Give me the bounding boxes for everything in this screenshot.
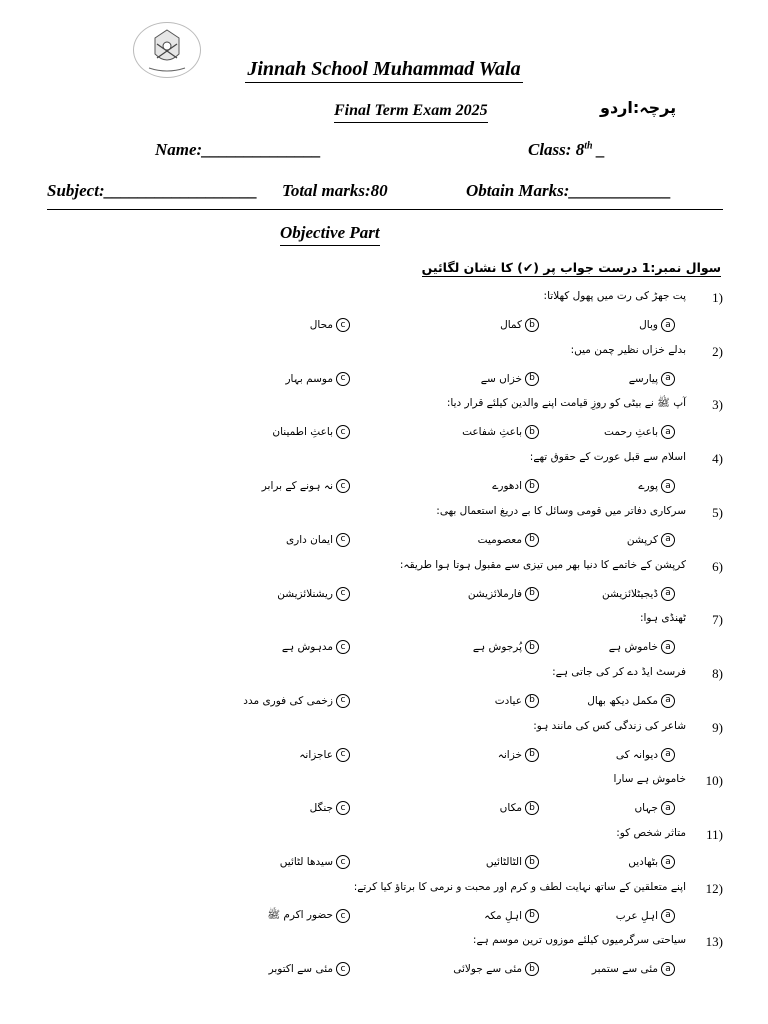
option-a [604, 425, 675, 439]
option-a-text: باعثِ رحمت [604, 426, 658, 439]
option-a-text: خاموش ہے [608, 641, 658, 654]
option-b-marker: b [525, 479, 539, 493]
option-a-marker: a [661, 425, 675, 439]
option-c-marker: c [336, 372, 350, 386]
option-a-text: پورے [638, 480, 658, 493]
option-c-marker: c [336, 479, 350, 493]
option-b [492, 479, 539, 493]
option-b-text: عیادت [494, 694, 522, 707]
option-c-marker: c [336, 909, 350, 923]
option-b-text: اہلِ مکہ [484, 909, 522, 922]
question-number: 10) [705, 773, 723, 789]
option-c [262, 479, 350, 493]
option-b-marker: b [525, 801, 539, 815]
option-c-text: عاجزانہ [299, 748, 333, 761]
option-c-marker: c [336, 640, 350, 654]
class-tail: _ [592, 140, 606, 159]
option-a-text: بٹھادیں [628, 856, 658, 868]
option-b-text: مکاں [499, 802, 522, 815]
option-b [473, 640, 539, 654]
option-b-text: ادھورے [492, 480, 522, 493]
option-a-marker: a [661, 855, 675, 869]
option-c-text: مئی سے اکتوبر [268, 963, 333, 976]
option-c-marker: c [336, 425, 350, 439]
option-b [495, 694, 539, 708]
option-a [627, 533, 675, 547]
option-c-marker: c [336, 962, 350, 976]
option-b-text: باعثِ شفاعت [462, 426, 522, 439]
option-a-marker: a [661, 318, 675, 332]
question-text: اسلام سے قبل عورت کے حقوق تھے: [529, 451, 686, 464]
paper-subject-label: پرچہ:اردو [600, 98, 677, 117]
option-b-text: الٹالٹائیں [485, 856, 522, 868]
question-text: ٹھنڈی ہوا: [639, 612, 686, 625]
option-c-text: زخمی کی فوری مدد [243, 694, 333, 707]
exam-title: Final Term Exam 2025 [334, 102, 488, 123]
option-b [484, 909, 539, 923]
question-text: خاموش ہے سارا [613, 773, 686, 786]
option-b-marker: b [525, 533, 539, 547]
option-c-text: حضور اکرم ﷺ [267, 908, 333, 921]
option-a-marker: a [661, 801, 675, 815]
option-a [592, 962, 675, 976]
option-a [638, 479, 675, 493]
option-b-marker: b [525, 962, 539, 976]
option-a [628, 855, 675, 869]
option-b [500, 801, 539, 815]
option-c [280, 855, 350, 869]
option-b [481, 372, 539, 386]
option-c [282, 640, 350, 654]
option-b-marker: b [525, 855, 539, 869]
question-text: کرپشن کے خاتمے کا دنیا بھر میں تیزی سے مقبول ہوتا ہوا طریقہ: [399, 558, 686, 571]
option-b-marker: b [525, 318, 539, 332]
option-c-marker: c [336, 801, 350, 815]
option-a-text: کرپشن [626, 533, 658, 546]
option-a-text: اہلِ عرب [615, 909, 658, 922]
question-text: سرکاری دفاتر میں قومی وسائل کا بے دریغ استعمال بھی: [436, 504, 686, 517]
option-a [616, 748, 675, 762]
question-text: پت جھڑ کی رت میں پھول کھلاتا: [543, 290, 686, 302]
option-a [616, 909, 675, 923]
header-divider [47, 209, 723, 210]
option-c [243, 694, 350, 708]
option-b-text: فارملائزیشن [467, 587, 522, 600]
question-number: 4) [712, 451, 723, 467]
question-number: 1) [712, 290, 723, 305]
option-c [310, 318, 350, 332]
option-c [277, 587, 350, 601]
question-number: 9) [712, 719, 723, 735]
section-instruction: سوال نمبر:1 درست جواب پر (✔) کا نشان لگائیں [421, 260, 721, 275]
option-a-marker: a [661, 372, 675, 386]
option-c-text: ایمان داری [285, 533, 333, 546]
option-a [634, 801, 675, 815]
name-field: Name:______________ [155, 140, 322, 159]
obtain-marks-field: Obtain Marks:____________ [466, 181, 672, 200]
option-c [269, 962, 350, 976]
question-number: 8) [712, 665, 723, 681]
option-a [609, 640, 675, 654]
option-c [286, 533, 350, 547]
option-a-text: پیارسے [628, 372, 658, 385]
option-c-marker: c [336, 318, 350, 332]
option-c-text: محال [309, 319, 333, 331]
option-a-marker: a [661, 694, 675, 708]
option-a-marker: a [661, 640, 675, 654]
option-c [285, 372, 350, 386]
option-b-marker: b [525, 587, 539, 601]
option-b-text: مئی سے جولائی [453, 963, 522, 976]
option-c [299, 748, 350, 762]
question-number: 7) [712, 612, 723, 628]
option-a-marker: a [661, 479, 675, 493]
option-b-marker: b [525, 909, 539, 923]
question-number: 3) [712, 397, 723, 413]
option-a-text: جہاں [634, 802, 658, 815]
option-b-text: معصومیت [477, 533, 522, 546]
option-a-marker: a [661, 909, 675, 923]
option-a-text: دیوانہ کی [615, 748, 658, 761]
option-b [498, 748, 539, 762]
option-a [639, 318, 675, 332]
option-c-text: مدہوش ہے [281, 641, 333, 654]
option-c-text: سیدھا لٹائیں [279, 856, 333, 868]
option-c-text: جنگل [309, 802, 333, 815]
option-a-marker: a [661, 962, 675, 976]
option-b-marker: b [525, 640, 539, 654]
option-b-marker: b [525, 694, 539, 708]
question-number: 13) [705, 934, 723, 950]
question-text: بدلے خزاں نظیر چمن میں: [570, 343, 686, 356]
option-a-marker: a [661, 533, 675, 547]
question-number: 5) [712, 504, 723, 520]
option-c-marker: c [336, 694, 350, 708]
option-b-marker: b [525, 372, 539, 386]
option-c [272, 425, 350, 439]
question-number: 6) [712, 558, 723, 574]
option-c-text: موسم بہار [285, 372, 333, 385]
question-text: آپ ﷺ نے بیٹی کو روزِ قیامت اپنے والدین کیلئے قرار دیا: [446, 397, 686, 410]
option-a-marker: a [661, 587, 675, 601]
question-number: 11) [706, 827, 723, 842]
question-number: 2) [712, 343, 723, 359]
option-c-text: باعثِ اطمینان [272, 426, 333, 439]
question-number: 12) [705, 880, 723, 896]
question-text: شاعر کی زندگی کس کی مانند ہو: [533, 719, 686, 732]
option-b [478, 533, 539, 547]
question-text: متاثر شخص کو: [616, 827, 686, 839]
option-b [500, 318, 539, 332]
class-field [528, 140, 605, 160]
option-a [629, 372, 675, 386]
option-c-marker: c [336, 587, 350, 601]
option-c [310, 801, 350, 815]
option-b-text: خزاں سے [480, 372, 522, 385]
question-text: فرسٹ ایڈ دے کر کی جاتی ہے: [552, 665, 686, 678]
option-b-text: کمال [500, 319, 522, 331]
option-a-text: مکمل دیکھ بھال [587, 694, 658, 707]
option-b-text: پُرجوش ہے [472, 641, 522, 654]
option-a [587, 694, 675, 708]
option-c-marker: c [336, 855, 350, 869]
option-a-marker: a [661, 748, 675, 762]
subject-field: Subject:__________________ [47, 181, 258, 200]
section-title: Objective Part [280, 223, 380, 246]
option-b [453, 962, 539, 976]
question-text: سیاحتی سرگرمیوں کیلئے موزوں ترین موسم ہے: [472, 934, 686, 947]
total-marks: Total marks:80 [282, 181, 388, 200]
option-b [486, 855, 539, 869]
option-a-text: وبال [639, 319, 658, 331]
option-a-text: ڈیجیٹلائزیشن [602, 587, 658, 600]
option-a-text: مئی سے ستمبر [591, 963, 658, 976]
option-c-marker: c [336, 748, 350, 762]
school-name: Jinnah School Muhammad Wala [0, 58, 768, 81]
option-b-marker: b [525, 425, 539, 439]
option-c-marker: c [336, 533, 350, 547]
class-label: Class: 8 [528, 140, 585, 159]
option-b-marker: b [525, 748, 539, 762]
option-c [267, 909, 350, 924]
option-b [462, 425, 539, 439]
option-a [602, 587, 675, 601]
option-b [468, 587, 539, 601]
option-c-text: نہ ہونے کے برابر [261, 480, 333, 493]
option-c-text: ریشنلائزیشن [277, 587, 333, 600]
option-b-text: خزانہ [497, 748, 522, 761]
class-superscript: th [584, 140, 593, 152]
question-text: اپنے متعلقین کے ساتھ نہایت لطف و کرم اور محبت و نرمی کا برتاؤ کیا کرتے: [353, 880, 686, 893]
